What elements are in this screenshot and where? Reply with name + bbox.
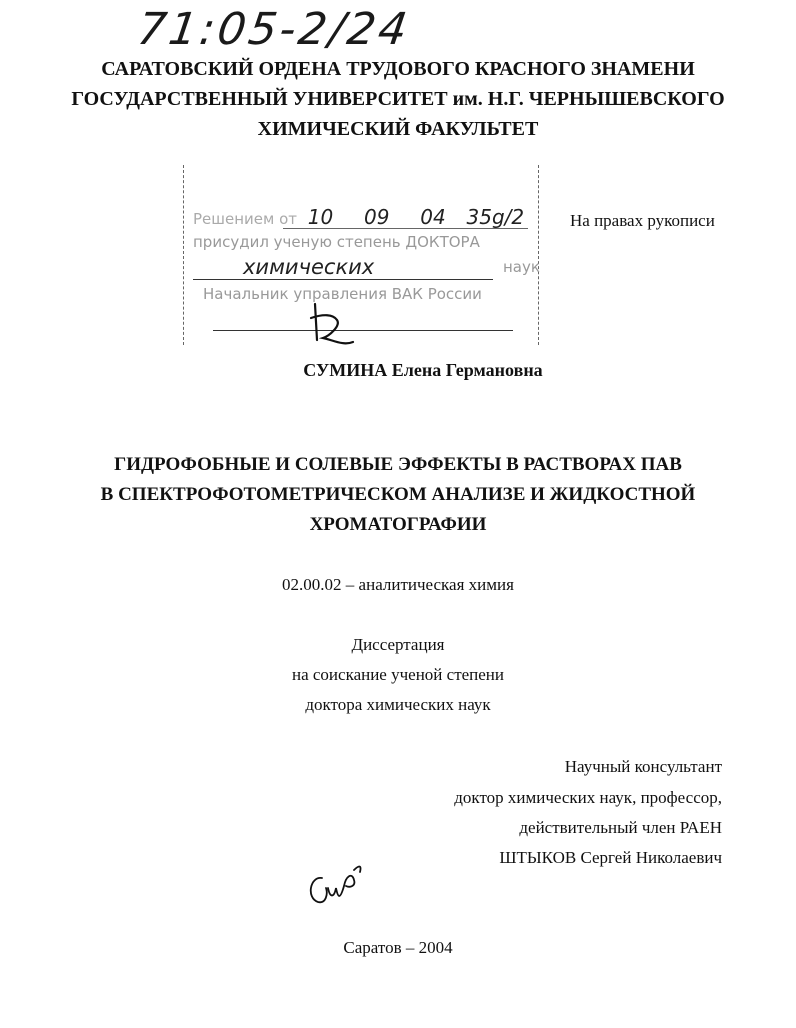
stamp-line-2: присудил ученую степень ДОКТОРА xyxy=(193,233,480,251)
degree-line-2: на соискание ученой степени xyxy=(291,665,505,684)
degree-line-3: доктора химических наук xyxy=(305,695,491,714)
stamp-line-3-suffix: наук xyxy=(503,258,540,276)
consultant-line-4: ШТЫКОВ Сергей Николаевич xyxy=(499,848,722,867)
stamp-degree-field: химических xyxy=(243,255,375,279)
footer-place-year: Саратов – 2004 xyxy=(343,938,453,957)
consultant-line-2: доктор химических наук, профессор, xyxy=(454,788,722,807)
author-signature-icon xyxy=(300,858,370,913)
rights-note: На правах рукописи xyxy=(570,211,715,230)
org-line-1: САРАТОВСКИЙ ОРДЕНА ТРУДОВОГО КРАСНОГО ЗНАМЕНИ xyxy=(101,58,695,80)
stamp-date-day: 10 xyxy=(307,205,334,229)
org-line-2: ГОСУДАРСТВЕННЫЙ УНИВЕРСИТЕТ им. Н.Г. ЧЕРНЫШЕВСКОГО xyxy=(71,88,725,110)
stamp-number: 35g/2 xyxy=(466,205,525,229)
org-line-3: ХИМИЧЕСКИЙ ФАКУЛЬТЕТ xyxy=(257,118,539,140)
vak-stamp: Решением от 10 09 04 35g/2 присудил ученую степень ДОКТОРА химических наук Начальник управления ВАК России xyxy=(183,165,539,345)
stamp-line-4: Начальник управления ВАК России xyxy=(203,285,482,303)
consultant-line-1: Научный консультант xyxy=(564,757,722,776)
specialty: 02.00.02 – аналитическая химия xyxy=(282,575,514,594)
title-line-2: В СПЕКТРОФОТОМЕТРИЧЕСКОМ АНАЛИЗЕ И ЖИДКОСТНОЙ xyxy=(100,484,696,505)
stamp-signature-icon xyxy=(303,300,363,355)
degree-line-1: Диссертация xyxy=(351,635,445,654)
author-name: СУМИНА Елена Германовна xyxy=(303,360,543,380)
archive-number: 71:05-2/24 xyxy=(134,4,414,55)
stamp-date-year: 04 xyxy=(420,205,446,229)
title-line-1: ГИДРОФОБНЫЕ И СОЛЕВЫЕ ЭФФЕКТЫ В РАСТВОРАХ ПАВ xyxy=(114,454,682,475)
stamp-date-month: 09 xyxy=(364,205,390,229)
title-line-3: ХРОМАТОГРАФИИ xyxy=(309,514,487,535)
consultant-line-3: действительный член РАЕН xyxy=(519,818,722,837)
